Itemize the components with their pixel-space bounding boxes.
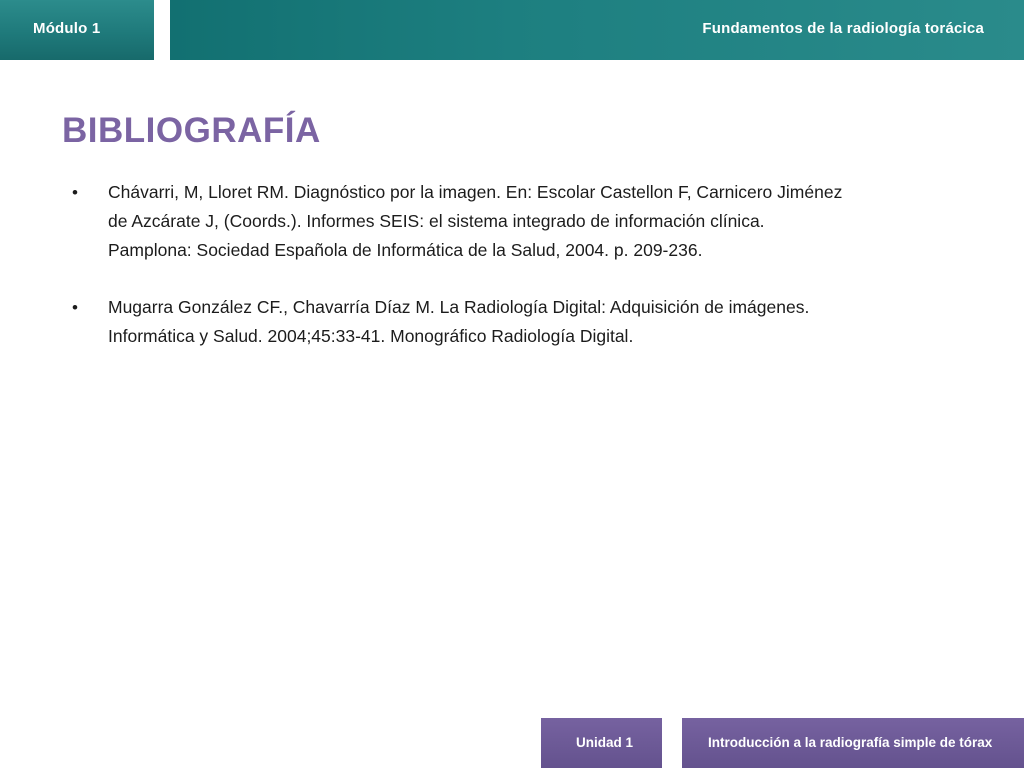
reference-line: Pamplona: Sociedad Española de Informática de la Salud, 2004. p. 209-236. — [108, 240, 703, 260]
unit-label: Unidad 1 — [576, 735, 634, 750]
reference-line: Chávarri, M, Lloret RM. Diagnóstico por la imagen. En: Escolar Castellon F, Carnicero Jiménez — [108, 182, 843, 202]
reference-line: de Azcárate J, (Coords.). Informes SEIS: el sistema integrado de información clínica. — [108, 211, 765, 231]
reference-list — [72, 178, 972, 379]
page-title: BIBLIOGRAFÍA — [62, 111, 321, 150]
reference-line: Informática y Salud. 2004;45:33-41. Monográfico Radiología Digital. — [108, 326, 634, 346]
reference-item — [72, 293, 972, 351]
reference-line: Mugarra González CF., Chavarría Díaz M. La Radiología Digital: Adquisición de imágenes. — [108, 297, 810, 317]
course-title: Fundamentos de la radiología torácica — [702, 20, 984, 37]
bullet: • — [72, 183, 78, 202]
bullet: • — [72, 298, 78, 317]
topic-label: Introducción a la radiografía simple de tórax — [708, 735, 993, 750]
reference-item — [72, 178, 972, 265]
module-label: Módulo 1 — [33, 20, 101, 37]
